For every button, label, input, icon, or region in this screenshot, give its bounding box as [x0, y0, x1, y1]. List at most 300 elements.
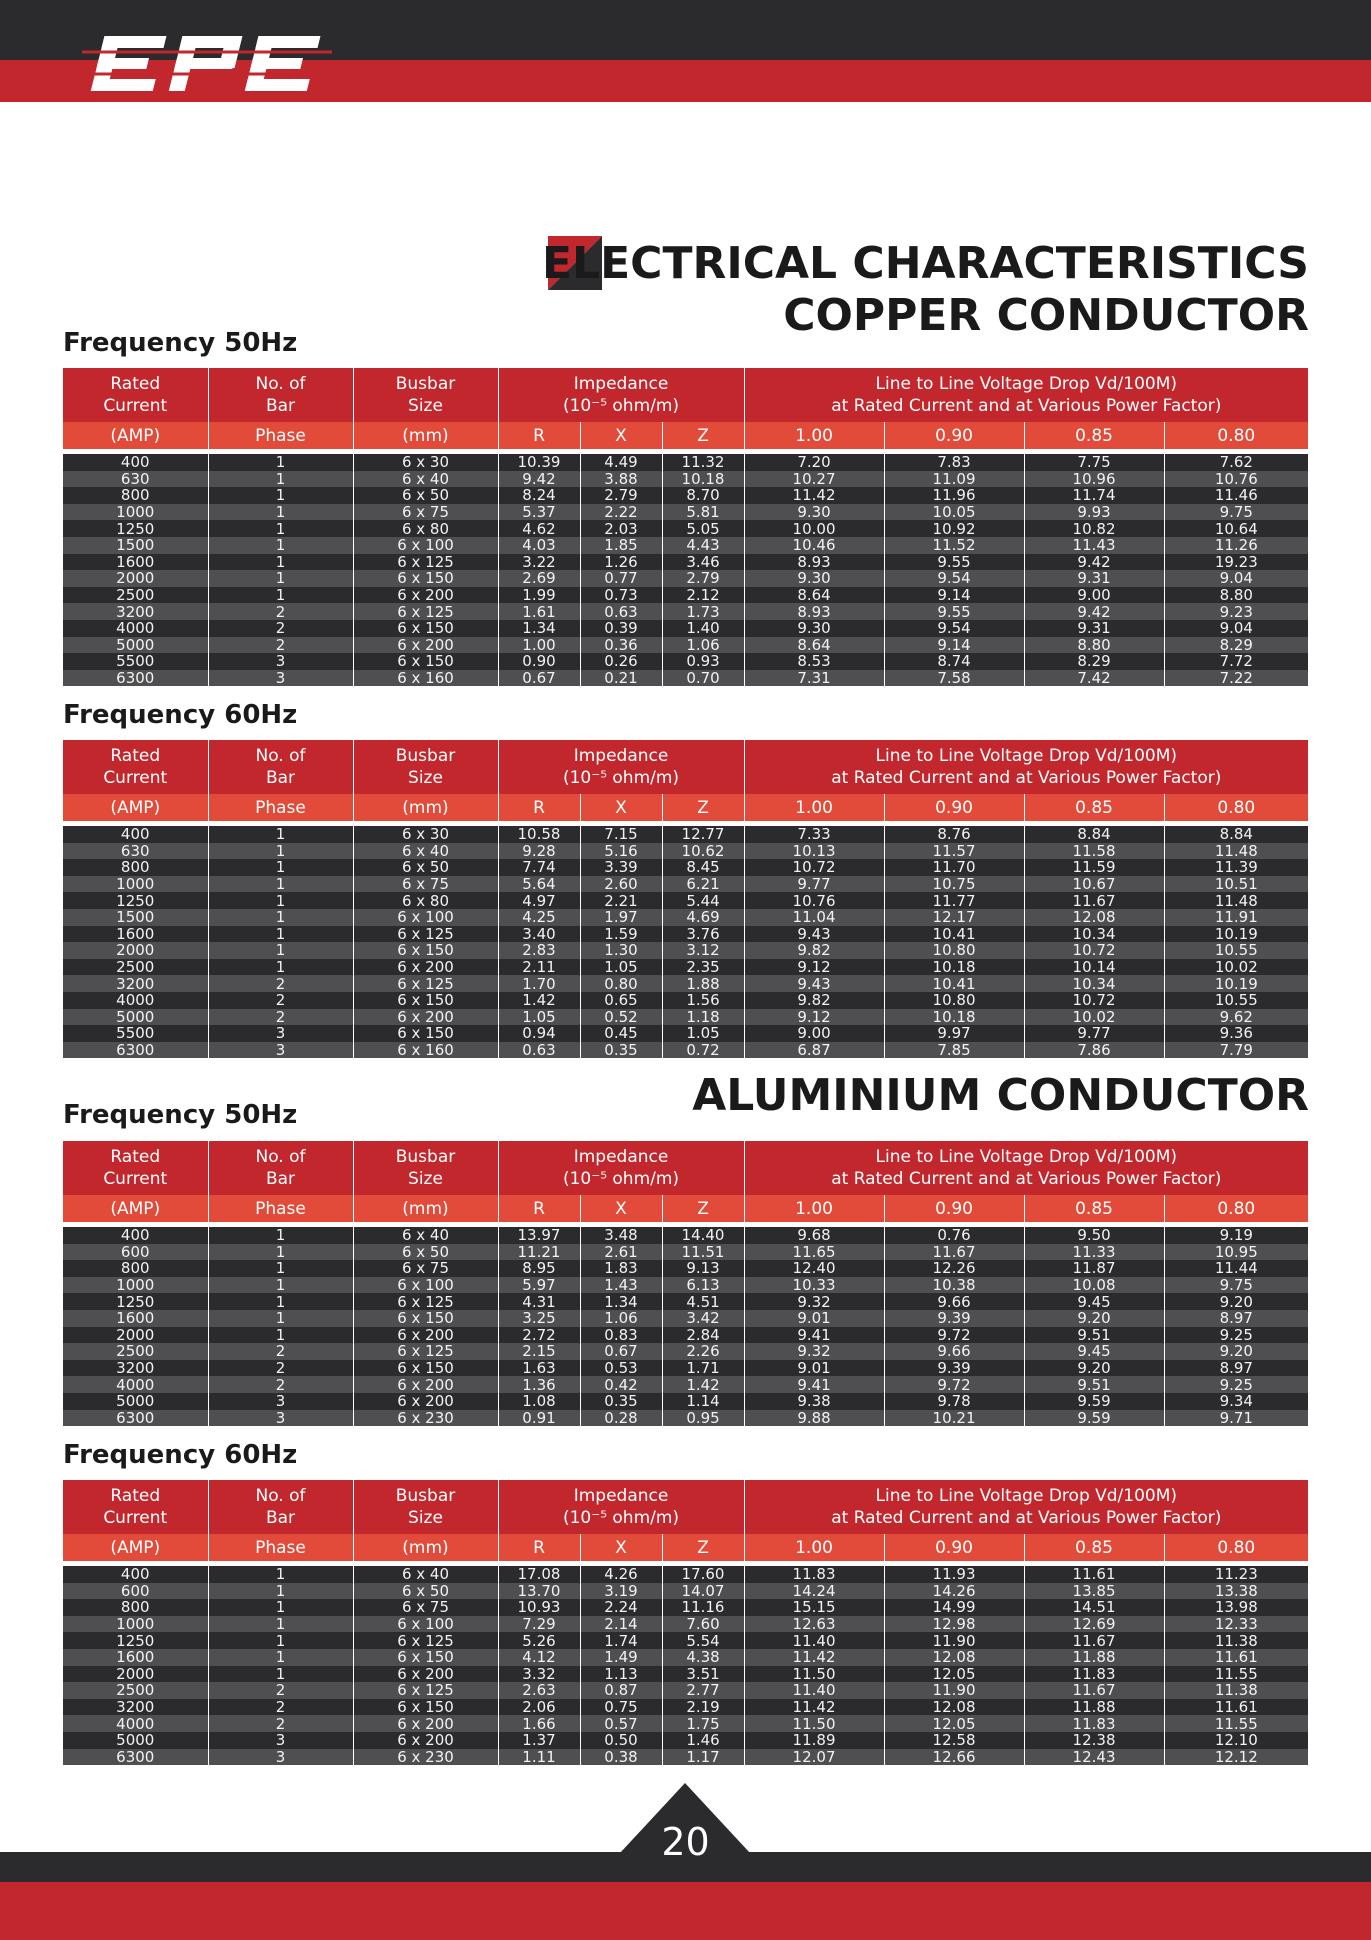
table-row: [63, 876, 1308, 893]
table-cell: 11.40: [744, 1682, 884, 1699]
table-cell: 9.30: [744, 620, 884, 637]
table-cell: 3.22: [498, 554, 580, 571]
no-of-bar-header: [208, 368, 353, 422]
rated-current-header-line: Rated: [110, 374, 161, 394]
table-cell: 9.14: [884, 587, 1024, 604]
table-cell: 6 x 150: [353, 570, 498, 587]
table-cell: 0.57: [580, 1715, 662, 1732]
table-cell: 0.65: [580, 992, 662, 1009]
table-cell: 5.44: [662, 892, 744, 909]
sub-header-cell: 0.90: [884, 1195, 1024, 1222]
table-cell: 9.54: [884, 620, 1024, 637]
table-cell: 10.95: [1164, 1244, 1308, 1261]
table-cell: 10.34: [1024, 926, 1164, 943]
table-cell: 6 x 150: [353, 992, 498, 1009]
table-cell: 7.22: [1164, 670, 1308, 687]
table-cell: 2.63: [498, 1682, 580, 1699]
table-cell: 0.94: [498, 1025, 580, 1042]
table-cell: 6 x 150: [353, 1699, 498, 1716]
table-row: [63, 1025, 1308, 1042]
table-cell: 2000: [63, 942, 208, 959]
table-cell: 5500: [63, 653, 208, 670]
table-cell: 9.01: [744, 1360, 884, 1377]
table-row: [63, 843, 1308, 860]
table-cell: 12.10: [1164, 1732, 1308, 1749]
sub-header-cell: 0.85: [1024, 1195, 1164, 1222]
table-cell: 1.83: [580, 1260, 662, 1277]
table-row: [63, 554, 1308, 571]
table-cell: 800: [63, 487, 208, 504]
table-cell: 9.25: [1164, 1376, 1308, 1393]
table-cell: 2: [208, 1343, 353, 1360]
table-cell: 11.55: [1164, 1666, 1308, 1683]
table-cell: 1600: [63, 1649, 208, 1666]
table-cell: 0.36: [580, 637, 662, 654]
table-cell: 6 x 30: [353, 826, 498, 843]
table-cell: 9.59: [1024, 1410, 1164, 1427]
table-cell: 6300: [63, 1410, 208, 1427]
table-cell: 7.60: [662, 1616, 744, 1633]
table-cell: 400: [63, 1566, 208, 1583]
table-cell: 4.12: [498, 1649, 580, 1666]
table-cell: 2: [208, 975, 353, 992]
table-cell: 1600: [63, 926, 208, 943]
table-cell: 0.95: [662, 1410, 744, 1427]
table-cell: 8.64: [744, 587, 884, 604]
table-cell: 6 x 150: [353, 1360, 498, 1377]
table-cell: 2: [208, 1009, 353, 1026]
table-cell: 10.46: [744, 537, 884, 554]
table-row: [63, 1042, 1308, 1059]
table-cell: 10.55: [1164, 992, 1308, 1009]
table-cell: 3200: [63, 975, 208, 992]
table-cell: 9.82: [744, 992, 884, 1009]
table-cell: 0.39: [580, 620, 662, 637]
table-cell: 10.82: [1024, 520, 1164, 537]
table-cell: 6 x 200: [353, 1666, 498, 1683]
table-cell: 0.42: [580, 1376, 662, 1393]
copper-60hz-title: Frequency 60Hz: [63, 700, 298, 730]
table-cell: 9.93: [1024, 504, 1164, 521]
table-cell: 7.83: [884, 454, 1024, 471]
table-cell: 2.19: [662, 1699, 744, 1716]
table-cell: 11.46: [1164, 487, 1308, 504]
table-cell: 1.05: [580, 959, 662, 976]
table-cell: 2.60: [580, 876, 662, 893]
table-cell: 10.08: [1024, 1277, 1164, 1294]
sub-header-cell: Phase: [208, 1195, 353, 1222]
table-cell: 15.15: [744, 1599, 884, 1616]
table-cell: 6 x 150: [353, 620, 498, 637]
sub-header-cell: 1.00: [744, 422, 884, 449]
sub-header-cell: 1.00: [744, 794, 884, 821]
table-cell: 10.62: [662, 843, 744, 860]
table-cell: 2.79: [580, 487, 662, 504]
table-row: [63, 1277, 1308, 1294]
table-cell: 10.18: [884, 959, 1024, 976]
table-cell: 4.31: [498, 1293, 580, 1310]
table-cell: 9.78: [884, 1393, 1024, 1410]
table-cell: 2.24: [580, 1599, 662, 1616]
table-cell: 11.38: [1164, 1682, 1308, 1699]
table-row: [63, 1410, 1308, 1427]
table-cell: 11.42: [744, 1699, 884, 1716]
table-cell: 3: [208, 1749, 353, 1766]
sub-header-cell: X: [580, 1195, 662, 1222]
table-row: [63, 637, 1308, 654]
copper-50hz-title: Frequency 50Hz: [63, 328, 298, 358]
busbar-size-header: [353, 368, 498, 422]
table-row: [63, 454, 1308, 471]
impedance-header: [498, 368, 744, 422]
table-cell: 10.64: [1164, 520, 1308, 537]
voltage-drop-header: [744, 1480, 1308, 1534]
impedance-header-line: (10⁻⁵ ohm/m): [562, 396, 680, 416]
table-cell: 11.32: [662, 454, 744, 471]
no-of-bar-header-line: No. of: [255, 1486, 306, 1506]
table-cell: 0.50: [580, 1732, 662, 1749]
table-cell: 1.63: [498, 1360, 580, 1377]
table-cell: 5.54: [662, 1632, 744, 1649]
table-cell: 630: [63, 843, 208, 860]
table-cell: 5000: [63, 1393, 208, 1410]
no-of-bar-header-line: Bar: [265, 768, 296, 788]
table-cell: 1.26: [580, 554, 662, 571]
table-cell: 11.40: [744, 1632, 884, 1649]
table-row: [63, 926, 1308, 943]
table-cell: 2.77: [662, 1682, 744, 1699]
table-cell: 9.20: [1164, 1293, 1308, 1310]
table-cell: 6 x 50: [353, 859, 498, 876]
table-cell: 1.06: [662, 637, 744, 654]
table-cell: 10.75: [884, 876, 1024, 893]
table-cell: 11.58: [1024, 843, 1164, 860]
table-cell: 7.75: [1024, 454, 1164, 471]
table-cell: 9.51: [1024, 1376, 1164, 1393]
table-cell: 1.05: [498, 1009, 580, 1026]
table-cell: 11.21: [498, 1244, 580, 1261]
table-cell: 1.18: [662, 1009, 744, 1026]
voltage-drop-header-line: Line to Line Voltage Drop Vd/100M): [875, 374, 1178, 394]
table-cell: 3.12: [662, 942, 744, 959]
table-cell: 1: [208, 520, 353, 537]
table-cell: 12.07: [744, 1749, 884, 1766]
table-cell: 2000: [63, 1327, 208, 1344]
table-cell: 6 x 125: [353, 554, 498, 571]
table-cell: 11.83: [1024, 1715, 1164, 1732]
table-cell: 12.26: [884, 1260, 1024, 1277]
table-cell: 6 x 50: [353, 487, 498, 504]
table-cell: 3200: [63, 1360, 208, 1377]
table-cell: 11.90: [884, 1682, 1024, 1699]
table-cell: 6 x 230: [353, 1749, 498, 1766]
table-cell: 0.28: [580, 1410, 662, 1427]
voltage-drop-header-line: Line to Line Voltage Drop Vd/100M): [875, 1486, 1178, 1506]
table-cell: 0.75: [580, 1699, 662, 1716]
voltage-drop-header: [744, 1141, 1308, 1195]
impedance-header-line: Impedance: [573, 1486, 669, 1506]
table-cell: 5.26: [498, 1632, 580, 1649]
table-cell: 10.33: [744, 1277, 884, 1294]
table-cell: 9.20: [1024, 1310, 1164, 1327]
table-cell: 8.29: [1024, 653, 1164, 670]
sub-header-cell: (mm): [353, 1534, 498, 1561]
table-cell: 11.65: [744, 1244, 884, 1261]
table-cell: 6 x 125: [353, 975, 498, 992]
table-cell: 10.72: [1024, 942, 1164, 959]
table-cell: 6 x 125: [353, 1343, 498, 1360]
table-cell: 1.43: [580, 1277, 662, 1294]
voltage-drop-header-line: Line to Line Voltage Drop Vd/100M): [875, 1147, 1178, 1167]
table-cell: 1000: [63, 1616, 208, 1633]
table-cell: 1: [208, 1599, 353, 1616]
table-cell: 1: [208, 454, 353, 471]
table-cell: 9.43: [744, 975, 884, 992]
table-cell: 3200: [63, 603, 208, 620]
table-row: [63, 1649, 1308, 1666]
sub-header-cell: 0.90: [884, 1534, 1024, 1561]
table-cell: 0.21: [580, 670, 662, 687]
table-cell: 1: [208, 504, 353, 521]
table-cell: 11.89: [744, 1732, 884, 1749]
table-cell: 11.52: [884, 537, 1024, 554]
table-cell: 4.69: [662, 909, 744, 926]
table-row: [63, 471, 1308, 488]
table-cell: 7.58: [884, 670, 1024, 687]
table-cell: 5000: [63, 637, 208, 654]
table-cell: 3: [208, 1025, 353, 1042]
table-cell: 2: [208, 637, 353, 654]
table-cell: 1.00: [498, 637, 580, 654]
table-cell: 5500: [63, 1025, 208, 1042]
table-row: [63, 1616, 1308, 1633]
table-cell: 6 x 125: [353, 1682, 498, 1699]
table-cell: 1.70: [498, 975, 580, 992]
table-cell: 9.55: [884, 554, 1024, 571]
table-cell: 6 x 200: [353, 959, 498, 976]
table-cell: 9.39: [884, 1360, 1024, 1377]
table-cell: 3200: [63, 1699, 208, 1716]
table-cell: 0.72: [662, 1042, 744, 1059]
table-cell: 0.26: [580, 653, 662, 670]
table-cell: 4.26: [580, 1566, 662, 1583]
table-cell: 10.93: [498, 1599, 580, 1616]
table-cell: 1.06: [580, 1310, 662, 1327]
table-cell: 11.88: [1024, 1699, 1164, 1716]
no-of-bar-header-line: Bar: [265, 1169, 296, 1189]
sub-header-cell: 1.00: [744, 1195, 884, 1222]
table-cell: 6 x 40: [353, 471, 498, 488]
table-cell: 1.34: [580, 1293, 662, 1310]
rated-current-header: [63, 368, 208, 422]
table-cell: 1500: [63, 537, 208, 554]
table-row: [63, 1327, 1308, 1344]
rated-current-header: [63, 740, 208, 794]
table-cell: 6300: [63, 670, 208, 687]
voltage-drop-header: [744, 368, 1308, 422]
table-cell: 10.19: [1164, 975, 1308, 992]
table-cell: 1600: [63, 1310, 208, 1327]
table-cell: 1: [208, 487, 353, 504]
table-cell: 10.21: [884, 1410, 1024, 1427]
table-cell: 13.98: [1164, 1599, 1308, 1616]
aluminium-60hz-title: Frequency 60Hz: [63, 1440, 298, 1470]
table-cell: 8.97: [1164, 1360, 1308, 1377]
table-cell: 11.61: [1164, 1649, 1308, 1666]
sub-header-cell: 0.80: [1164, 1195, 1308, 1222]
table-cell: 4000: [63, 992, 208, 1009]
table-cell: 1: [208, 909, 353, 926]
table-cell: 11.61: [1024, 1566, 1164, 1583]
table-cell: 9.88: [744, 1410, 884, 1427]
busbar-size-header-line: Size: [408, 768, 443, 788]
table-cell: 9.97: [884, 1025, 1024, 1042]
table-cell: 8.74: [884, 653, 1024, 670]
table-cell: 12.33: [1164, 1616, 1308, 1633]
table-cell: 6.87: [744, 1042, 884, 1059]
table-row: [63, 1566, 1308, 1583]
table-cell: 8.29: [1164, 637, 1308, 654]
table-cell: 12.05: [884, 1715, 1024, 1732]
impedance-header: [498, 1141, 744, 1195]
impedance-header-line: Impedance: [573, 374, 669, 394]
table-cell: 9.12: [744, 1009, 884, 1026]
table-cell: 1.71: [662, 1360, 744, 1377]
table-cell: 2.21: [580, 892, 662, 909]
table-cell: 10.58: [498, 826, 580, 843]
table-cell: 6 x 200: [353, 1009, 498, 1026]
table-row: [63, 537, 1308, 554]
table-cell: 9.43: [744, 926, 884, 943]
table-cell: 11.50: [744, 1666, 884, 1683]
sub-header-cell: Z: [662, 422, 744, 449]
table-cell: 1: [208, 942, 353, 959]
table-cell: 13.97: [498, 1227, 580, 1244]
table-cell: 14.99: [884, 1599, 1024, 1616]
table-cell: 9.28: [498, 843, 580, 860]
table-cell: 5.37: [498, 504, 580, 521]
table-cell: 8.64: [744, 637, 884, 654]
sub-header-cell: (mm): [353, 1195, 498, 1222]
sub-header-cell: 0.80: [1164, 422, 1308, 449]
table-cell: 9.75: [1164, 1277, 1308, 1294]
table-cell: 7.42: [1024, 670, 1164, 687]
table-cell: 7.20: [744, 454, 884, 471]
table-cell: 6 x 200: [353, 1732, 498, 1749]
table-cell: 1: [208, 826, 353, 843]
table-row: [63, 487, 1308, 504]
table-cell: 0.73: [580, 587, 662, 604]
table-cell: 400: [63, 826, 208, 843]
table-cell: 1.08: [498, 1393, 580, 1410]
table-cell: 11.67: [1024, 1632, 1164, 1649]
table-row: [63, 1699, 1308, 1716]
table-cell: 3: [208, 1732, 353, 1749]
table-cell: 10.19: [1164, 926, 1308, 943]
table-cell: 3: [208, 670, 353, 687]
table-row: [63, 959, 1308, 976]
table-cell: 3.42: [662, 1310, 744, 1327]
table-cell: 6 x 100: [353, 537, 498, 554]
table-cell: 6 x 40: [353, 843, 498, 860]
table-cell: 1: [208, 537, 353, 554]
table-cell: 6 x 125: [353, 926, 498, 943]
table-cell: 10.92: [884, 520, 1024, 537]
table-cell: 2.06: [498, 1699, 580, 1716]
table-cell: 11.93: [884, 1566, 1024, 1583]
table-cell: 0.63: [580, 603, 662, 620]
busbar-size-header-line: Size: [408, 1508, 443, 1528]
sub-header-cell: X: [580, 794, 662, 821]
table-cell: 6 x 125: [353, 603, 498, 620]
voltage-drop-header-line: at Rated Current and at Various Power Factor): [831, 396, 1222, 416]
table-cell: 6 x 80: [353, 520, 498, 537]
table-cell: 11.90: [884, 1632, 1024, 1649]
table-cell: 10.39: [498, 454, 580, 471]
rated-current-header-line: Current: [103, 1508, 168, 1528]
table-cell: 9.55: [884, 603, 1024, 620]
rated-current-header-line: Current: [103, 396, 168, 416]
table-cell: 11.26: [1164, 537, 1308, 554]
table-row: [63, 826, 1308, 843]
table-cell: 2.61: [580, 1244, 662, 1261]
table-cell: 0.53: [580, 1360, 662, 1377]
table-cell: 9.20: [1164, 1343, 1308, 1360]
table-cell: 2: [208, 1699, 353, 1716]
table-cell: 8.24: [498, 487, 580, 504]
table-cell: 3.51: [662, 1666, 744, 1683]
table-cell: 8.80: [1164, 587, 1308, 604]
table-cell: 14.51: [1024, 1599, 1164, 1616]
table-cell: 1: [208, 1227, 353, 1244]
table-cell: 12.17: [884, 909, 1024, 926]
no-of-bar-header-line: Bar: [265, 396, 296, 416]
table-cell: 9.31: [1024, 570, 1164, 587]
table-cell: 6 x 100: [353, 1616, 498, 1633]
table-cell: 3.88: [580, 471, 662, 488]
table-cell: 400: [63, 454, 208, 471]
table-cell: 1: [208, 843, 353, 860]
table-cell: 1000: [63, 504, 208, 521]
table-cell: 9.13: [662, 1260, 744, 1277]
no-of-bar-header: [208, 1480, 353, 1534]
table-cell: 2: [208, 1360, 353, 1377]
table-cell: 11.77: [884, 892, 1024, 909]
table-row: [63, 620, 1308, 637]
table-cell: 1.97: [580, 909, 662, 926]
table-cell: 2.79: [662, 570, 744, 587]
table-cell: 7.74: [498, 859, 580, 876]
table-cell: 8.84: [1164, 826, 1308, 843]
table-row: [63, 1244, 1308, 1261]
table-cell: 0.63: [498, 1042, 580, 1059]
table-cell: 9.20: [1024, 1360, 1164, 1377]
table-cell: 11.16: [662, 1599, 744, 1616]
table-cell: 10.80: [884, 942, 1024, 959]
table-cell: 9.42: [1024, 554, 1164, 571]
table-cell: 3.39: [580, 859, 662, 876]
table-cell: 6 x 160: [353, 670, 498, 687]
table-cell: 6 x 150: [353, 653, 498, 670]
sub-header-cell: R: [498, 1534, 580, 1561]
table-cell: 1.46: [662, 1732, 744, 1749]
table-cell: 6.13: [662, 1277, 744, 1294]
table-cell: 9.59: [1024, 1393, 1164, 1410]
table-cell: 1.13: [580, 1666, 662, 1683]
table-cell: 1: [208, 570, 353, 587]
table-cell: 12.58: [884, 1732, 1024, 1749]
rated-current-header-line: Rated: [110, 1147, 161, 1167]
